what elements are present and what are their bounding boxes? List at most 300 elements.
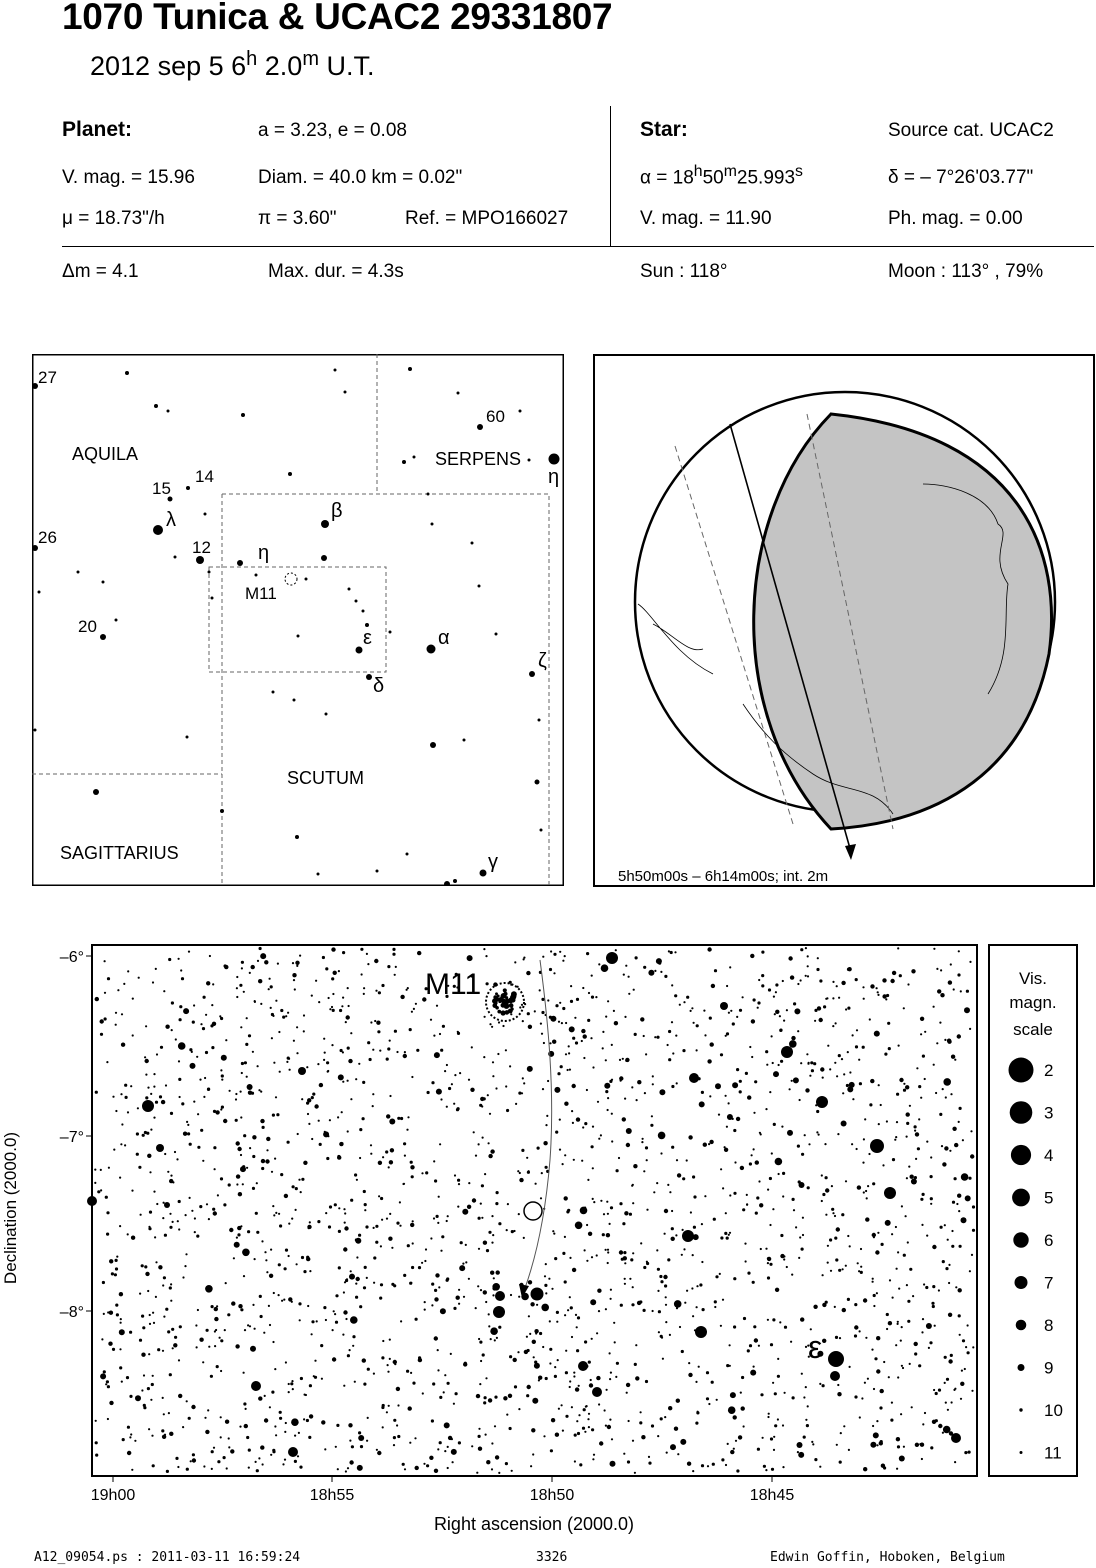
field-star [870,1079,874,1083]
field-star [830,1270,832,1272]
field-star [269,1274,273,1278]
field-star [450,1353,452,1355]
field-star [506,1414,508,1416]
field-star [145,1096,148,1099]
field-star [150,1129,152,1131]
field-star [961,1370,963,1372]
field-star [227,1313,230,1316]
field-star [836,1444,838,1446]
field-star [544,1275,546,1277]
field-star [823,1005,826,1008]
field-star [906,1122,909,1125]
field-star [909,1105,911,1107]
field-star [825,1214,827,1216]
field-star [841,1058,843,1060]
field-star [102,1281,105,1284]
field-star [711,1381,714,1384]
field-star [247,1084,253,1090]
field-star [211,1305,214,1308]
field-star [298,1302,301,1305]
field-star [558,1408,560,1410]
field-star [337,1116,339,1118]
field-star [740,1166,744,1170]
field-star [541,1011,544,1014]
bright-star [592,1387,602,1397]
field-star [106,1233,109,1236]
field-star [269,1406,271,1408]
field-star [680,1439,686,1445]
field-star [805,975,807,977]
field-star [897,1251,899,1253]
field-star [480,1289,482,1291]
field-star [736,1068,739,1071]
field-star [304,1394,306,1396]
field-star [472,1198,476,1202]
field-star [568,1045,570,1047]
field-star [791,1036,795,1040]
field-star [797,983,799,985]
field-star [606,1389,608,1391]
field-star [342,1081,344,1083]
field-star [370,1144,372,1146]
field-star [295,1209,297,1211]
field-star [169,1179,173,1183]
field-star [386,1411,388,1413]
field-star [621,1258,624,1261]
field-star [688,1135,692,1139]
field-star [857,1185,861,1189]
field-star [483,1241,487,1245]
field-star [856,1148,858,1150]
field-star [388,1405,390,1407]
field-star [447,1446,449,1448]
field-star [258,1089,260,1091]
field-star [865,1217,869,1221]
field-star [640,1242,642,1244]
field-star [753,998,756,1001]
field-star [190,1063,196,1069]
field-star [665,1304,667,1306]
field-star [495,1455,499,1459]
field-star [958,950,960,952]
field-star [682,1229,684,1231]
field-star [342,997,344,999]
field-star [173,1343,177,1347]
field-star [386,1114,390,1118]
field-star [569,1069,571,1071]
field-star [380,1283,383,1286]
field-star [535,1183,537,1185]
field-star [779,1029,782,1032]
field-star [743,1317,746,1320]
field-star [591,1338,593,1340]
field-star [366,1440,368,1442]
field-star [329,1119,331,1121]
field-star [290,1382,293,1385]
field-star [849,1245,851,1247]
field-star [592,1198,594,1200]
field-star [591,1428,594,1431]
field-star [549,1320,551,1322]
field-star [953,988,955,990]
field-star [249,1147,251,1149]
field-star [132,1034,134,1036]
field-star [587,1179,589,1181]
field-star [162,1397,164,1399]
field-star [587,1418,589,1420]
field-star [959,1334,961,1336]
field-star [387,1364,389,1366]
map-star [344,391,347,394]
field-star [730,1392,736,1398]
field-star [340,1049,343,1052]
field-star [366,953,368,955]
field-star [628,1420,630,1422]
field-star [367,1368,370,1371]
field-star [540,1023,542,1025]
field-star [119,1225,121,1227]
field-star [494,1339,496,1341]
field-star [943,1078,951,1086]
field-star [272,1449,275,1452]
field-star [237,1226,241,1230]
field-star [429,1456,433,1460]
field-star [926,1235,928,1237]
field-star [163,1316,165,1318]
field-star [845,1008,847,1010]
field-star [753,1366,755,1368]
field-star [433,1160,435,1162]
field-star [619,1076,623,1080]
field-star [865,1190,867,1192]
field-star [397,1435,400,1438]
field-star [725,1212,727,1214]
field-star [564,1280,567,1283]
field-star [526,1394,529,1397]
field-star [131,1469,133,1471]
field-star [523,1237,525,1239]
field-star [417,951,421,955]
field-star [179,1018,182,1021]
field-star [480,1097,484,1101]
field-star [569,1386,571,1388]
field-star [751,1154,753,1156]
field-star [601,964,609,972]
field-star [821,1174,823,1176]
field-star [751,1056,753,1058]
field-star [668,950,670,952]
field-star [789,1088,791,1090]
field-star [434,1469,438,1473]
field-star [372,1105,374,1107]
max-duration: Max. dur. = 4.3s [268,261,404,282]
field-star [225,1282,227,1284]
field-star [820,1067,824,1071]
field-star [860,1266,862,1268]
field-star [797,1030,799,1032]
field-star [693,1022,695,1024]
field-star [584,1431,586,1433]
field-star [338,1074,344,1080]
field-star [899,1456,905,1462]
field-star [357,1465,363,1471]
field-star [167,1330,170,1333]
field-star [696,1049,698,1051]
field-star [360,948,363,951]
field-star [906,1112,910,1116]
field-star [252,1304,254,1306]
field-star [223,1456,226,1459]
field-star [539,1332,542,1335]
field-star [798,1452,804,1458]
field-star [877,994,879,996]
field-star [722,1187,724,1189]
field-star [854,1334,857,1337]
field-star [755,1212,758,1215]
field-star [564,1236,566,1238]
field-star [161,1100,165,1104]
field-star [632,1202,634,1204]
field-star [588,1413,590,1415]
field-star [392,948,395,951]
field-star [350,1199,353,1202]
field-star [521,1149,524,1152]
field-star [171,1029,173,1031]
field-star [570,1306,573,1309]
field-star [100,1373,106,1379]
field-star [843,1073,845,1075]
field-star [954,1059,956,1061]
field-star [836,1227,840,1231]
field-star [345,1021,347,1023]
field-star [593,1454,595,1456]
field-star [654,1036,656,1038]
field-star [554,1375,557,1378]
field-star [726,985,728,987]
field-star [527,1066,533,1072]
field-star [286,1061,288,1063]
field-star [849,1366,851,1368]
cluster-star [503,992,507,996]
field-star [317,1063,319,1065]
legend-magnitude-label: 8 [1044,1316,1054,1335]
field-star [645,1146,648,1149]
field-star [162,1284,164,1286]
field-star [365,1225,368,1228]
map-star [186,486,190,490]
field-star [207,1088,210,1091]
field-star [876,1292,878,1294]
field-star [824,1143,826,1145]
field-star [459,1072,461,1074]
map-frame [33,355,564,886]
field-star [166,1470,169,1473]
field-star [349,1274,355,1280]
field-star [897,947,899,949]
field-star [609,1352,611,1354]
field-star [901,1326,903,1328]
field-star [471,1046,473,1048]
field-star [381,1356,384,1359]
field-star [566,1210,569,1213]
field-star [546,1115,548,1117]
field-star [467,955,473,961]
field-star [115,1267,118,1270]
field-star [179,1005,182,1008]
field-star [243,1134,246,1137]
field-star [235,1119,238,1122]
field-star [626,1128,632,1134]
field-star [208,1346,210,1348]
field-star [611,1113,613,1115]
field-star [675,1234,677,1236]
field-star [359,1157,361,1159]
field-star [240,1026,242,1028]
cluster-star [497,995,500,998]
field-star [465,1244,467,1246]
field-star [628,993,630,995]
field-star [758,1345,760,1347]
field-star [270,985,273,988]
field-star [742,996,744,998]
field-star [170,1112,173,1115]
field-star [332,1009,335,1012]
field-star [255,1212,258,1215]
field-star [375,1225,378,1228]
field-star [640,1017,644,1021]
field-star [903,1254,906,1257]
field-star [272,1205,274,1207]
field-star [172,1221,174,1223]
x-tick-label: 19h00 [90,1487,136,1504]
field-star [623,974,625,976]
legend-dot [1018,1364,1025,1371]
field-star [827,1245,829,1247]
field-star [335,1294,338,1297]
field-star [936,968,938,970]
field-star [105,1383,107,1385]
field-star [414,1437,416,1439]
x-tick-label: 18h55 [309,1487,355,1504]
field-star [696,1285,698,1287]
field-star [195,1324,197,1326]
field-star [261,1159,265,1163]
field-star [492,1283,500,1291]
field-star [544,1284,547,1287]
field-star [750,1370,756,1376]
field-star [485,1377,487,1379]
field-star [240,1154,242,1156]
field-star [447,1215,449,1217]
field-star [892,1297,894,1299]
field-star [903,1089,906,1092]
field-star [191,1051,193,1053]
field-star [436,1005,438,1007]
field-star [280,1009,283,1012]
field-star [233,1257,235,1259]
field-star [683,1248,685,1250]
field-star [656,1182,658,1184]
field-star [609,1080,612,1083]
field-star [786,1009,788,1011]
constellation-label: SCUTUM [287,768,364,788]
field-star [391,1283,394,1286]
field-star [363,1190,366,1193]
field-star [807,965,809,967]
field-star [325,1319,327,1321]
field-star [434,1052,440,1058]
field-star [319,1143,322,1146]
field-star [406,1370,409,1373]
constellation-label: AQUILA [72,444,139,464]
map-star [288,472,292,476]
legend-dot [1019,1408,1022,1411]
field-star [339,1142,343,1146]
field-star [130,1433,132,1435]
field-star [488,1142,490,1144]
field-star [475,1307,477,1309]
field-star [604,1083,610,1089]
field-star [948,980,952,984]
field-star [634,1472,636,1474]
field-star [160,1046,163,1049]
field-star [497,1053,499,1055]
field-star [347,1467,349,1469]
field-star [106,1380,109,1383]
field-star [97,1190,100,1193]
field-star [669,1191,671,1193]
field-star [626,1143,630,1147]
field-star [155,1296,157,1298]
field-star [153,1322,155,1324]
field-star [246,1167,248,1169]
y-tick-label: –8° [59,1304,84,1321]
field-star [782,1424,784,1426]
field-star [795,1226,797,1228]
field-star [121,1123,123,1125]
earth-globe [593,354,1096,888]
map-star [529,671,535,677]
field-star [812,1443,814,1445]
field-star [760,1393,763,1396]
star-label: α [438,627,450,649]
field-star [366,1277,368,1279]
field-star [575,1041,578,1044]
field-star [344,1226,348,1230]
field-star [285,1422,287,1424]
field-star [164,1434,166,1436]
field-star [822,1193,825,1196]
field-star [886,1328,888,1330]
field-star [274,1158,276,1160]
field-star [954,1143,958,1147]
field-star [709,1140,713,1144]
field-star [107,1385,110,1388]
field-star [490,1327,498,1335]
field-star [747,1349,750,1352]
field-star [246,1436,249,1439]
field-star [545,1263,547,1265]
field-star [633,1164,637,1168]
field-star [667,1184,669,1186]
field-star [720,1236,723,1239]
field-star [334,1313,336,1315]
field-star [579,1463,582,1466]
field-star [872,1281,874,1283]
field-star [903,1083,905,1085]
field-star [458,1303,460,1305]
field-star [902,1367,904,1369]
